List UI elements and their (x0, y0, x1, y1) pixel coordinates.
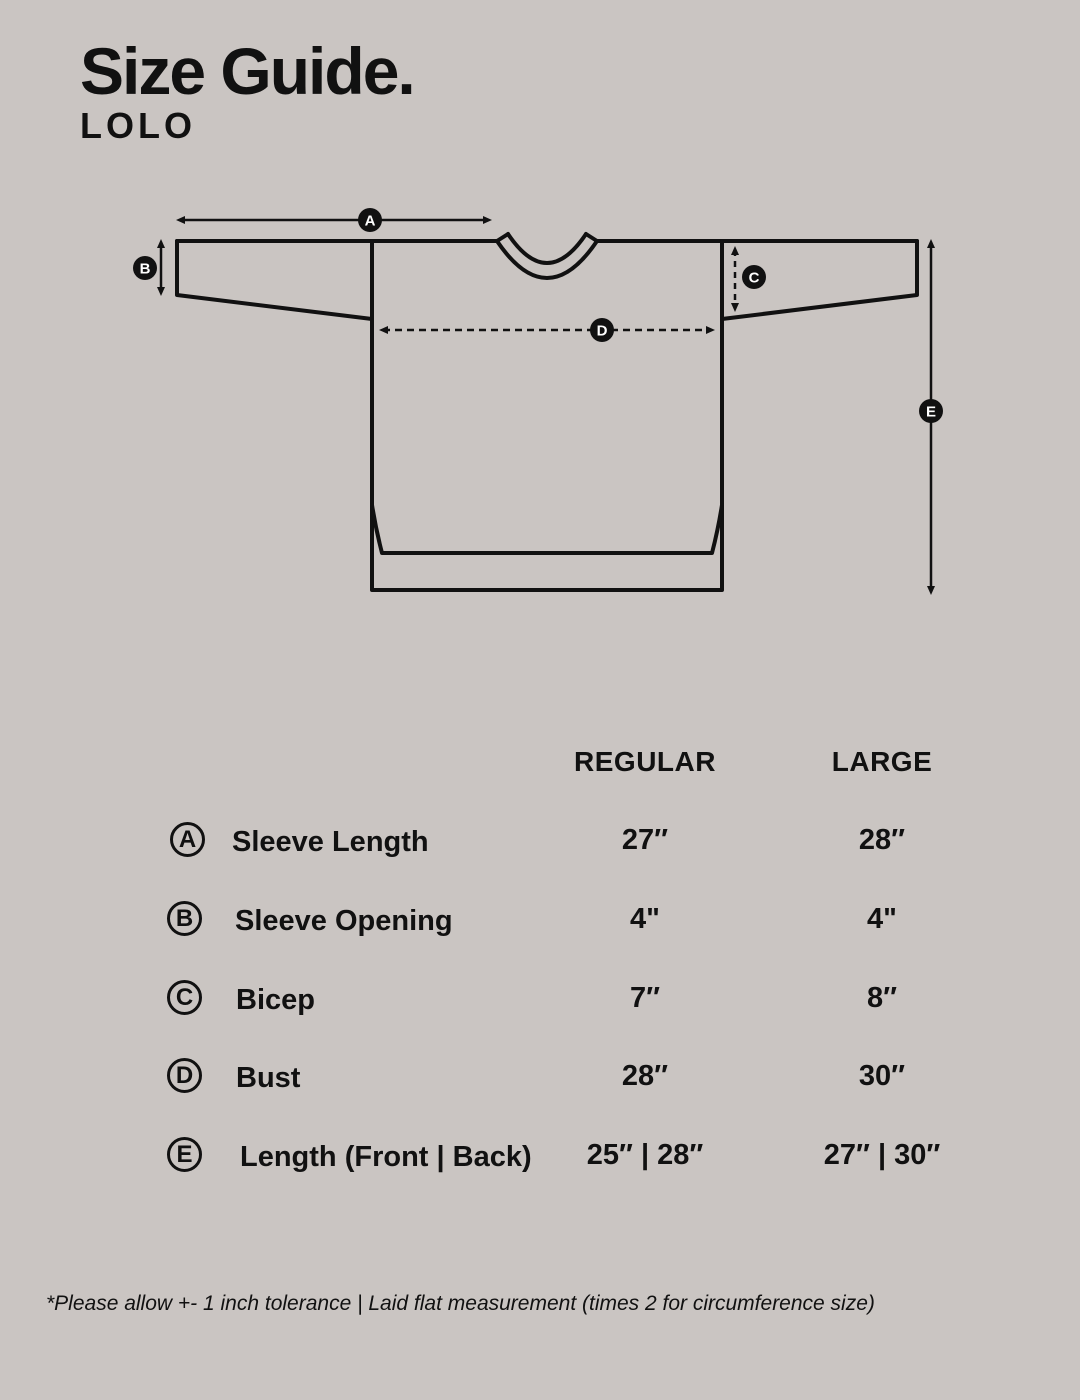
marker-d-text: D (596, 322, 608, 340)
row-label: Sleeve Opening (235, 905, 453, 937)
table-row (0, 1058, 1080, 1104)
row-marker-c: C (167, 980, 202, 1015)
value-large: 8″ (866, 982, 898, 1014)
shirt-front-hem (372, 505, 722, 553)
value-large: 27″ | 30″ (823, 1139, 941, 1171)
column-header-regular: REGULAR (574, 746, 716, 777)
row-marker-a: A (170, 822, 205, 857)
value-regular: 7″ (629, 982, 661, 1014)
shirt-neckline-inner (508, 234, 586, 263)
table-row (0, 901, 1080, 947)
shirt-left-sleeve (177, 241, 372, 319)
row-label: Length (Front | Back) (240, 1141, 532, 1173)
row-marker-b: B (167, 901, 202, 936)
value-regular: 25″ | 28″ (586, 1139, 704, 1171)
row-label: Bicep (236, 984, 315, 1016)
brand-name: LOLO (80, 105, 196, 146)
value-regular: 4" (630, 903, 660, 935)
row-marker-e: E (167, 1137, 202, 1172)
row-marker-d: D (167, 1058, 202, 1093)
marker-e-text: E (925, 403, 937, 421)
value-large: 28″ (858, 824, 906, 856)
value-large: 4" (867, 903, 897, 935)
table-row (0, 1137, 1080, 1183)
tolerance-footnote: *Please allow +- 1 inch tolerance | Laid flat measurement (times 2 for circumference size) (46, 1292, 875, 1315)
value-regular: 28″ (621, 1060, 669, 1092)
value-large: 30″ (858, 1060, 906, 1092)
page-title: Size Guide. (80, 34, 414, 108)
garment-diagram (0, 0, 1080, 640)
value-regular: 27″ (621, 824, 669, 856)
marker-a-text: A (364, 212, 376, 230)
marker-b-text: B (139, 260, 151, 278)
shirt-neckline-outer (497, 241, 597, 278)
table-row (0, 980, 1080, 1026)
row-label: Sleeve Length (232, 826, 429, 858)
column-header-large: LARGE (831, 746, 933, 777)
marker-c-text: C (748, 269, 760, 287)
table-row (0, 822, 1080, 868)
shirt-body (372, 241, 722, 590)
row-label: Bust (236, 1062, 301, 1094)
